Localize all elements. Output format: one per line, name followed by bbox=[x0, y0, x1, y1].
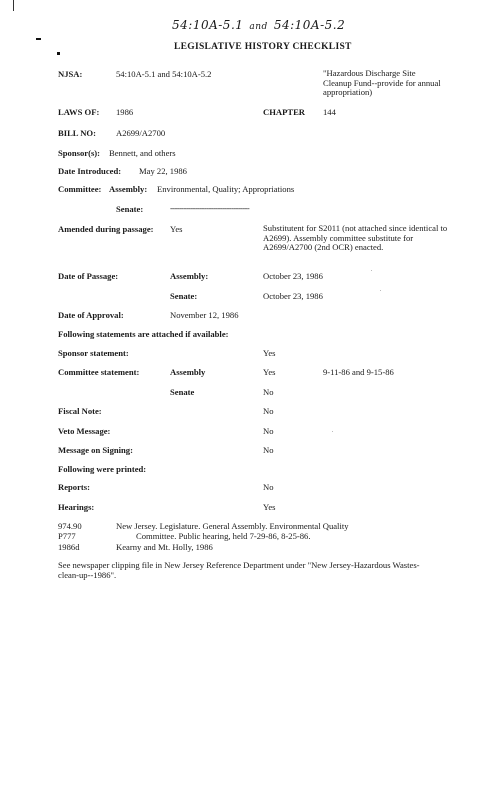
committee-label: Committee: bbox=[58, 184, 102, 194]
amended-label: Amended during passage: bbox=[58, 224, 154, 234]
reference-code: P777 bbox=[58, 531, 76, 541]
committee-statement-assembly-label: Assembly bbox=[170, 367, 206, 377]
njsa-value: 54:10A-5.1 and 54:10A-5.2 bbox=[116, 69, 212, 79]
sponsor-statement-value: Yes bbox=[263, 348, 276, 358]
handwritten-right: 54:10A-5.2 bbox=[273, 18, 346, 32]
laws-of-value: 1986 bbox=[116, 107, 134, 117]
njsa-label: NJSA: bbox=[58, 69, 83, 79]
chapter-value: 144 bbox=[323, 107, 336, 117]
njsa-description: "Hazardous Discharge Site Cleanup Fund--provide for annual appropriation) bbox=[323, 68, 441, 98]
scan-speck bbox=[332, 431, 333, 432]
reference-code: 974.90 bbox=[58, 521, 82, 531]
committee-statement-senate-label: Senate bbox=[170, 387, 195, 397]
reports-value: No bbox=[263, 482, 274, 492]
footnote: See newspaper clipping file in New Jersey Reference Department under "New Jersey-Hazardous Wastes-clean-up--1986". bbox=[58, 560, 420, 580]
committee-statement-assembly-dates: 9-11-86 and 9-15-86 bbox=[323, 367, 394, 377]
veto-message-value: No bbox=[263, 426, 274, 436]
passage-assembly-label: Assembly: bbox=[170, 271, 209, 281]
message-on-signing-value: No bbox=[263, 445, 274, 455]
margin-line bbox=[13, 0, 14, 11]
committee-statement-senate-value: No bbox=[263, 387, 274, 397]
fiscal-note-label: Fiscal Note: bbox=[58, 406, 102, 416]
page-title: LEGISLATIVE HISTORY CHECKLIST bbox=[174, 42, 352, 52]
reference-text: Kearny and Mt. Holly, 1986 bbox=[116, 542, 213, 552]
handwritten-annotation bbox=[172, 18, 345, 32]
chapter-label: CHAPTER bbox=[263, 107, 306, 117]
laws-of-label: LAWS OF: bbox=[58, 107, 100, 117]
sponsors-label: Sponsor(s): bbox=[58, 148, 101, 158]
reports-label: Reports: bbox=[58, 482, 90, 492]
veto-message-label: Veto Message: bbox=[58, 426, 111, 436]
approval-value: November 12, 1986 bbox=[170, 310, 239, 320]
amended-note: Substitutent for S2011 (not attached since identical to A2699). Assembly committee substitute for A2699/A2700 (2nd OCR) enacted. bbox=[263, 223, 448, 253]
reference-text: New Jersey. Legislature. General Assembly. Environmental Quality bbox=[116, 521, 349, 531]
scan-mark bbox=[57, 52, 60, 55]
reference-code: 1986d bbox=[58, 542, 80, 552]
committee-senate-value: ----------------------------------- bbox=[170, 203, 250, 213]
handwritten-left: 54:10A-5.1 bbox=[172, 18, 244, 32]
passage-senate-label: Senate: bbox=[170, 291, 198, 301]
committee-assembly-value: Environmental, Quality; Appropriations bbox=[157, 184, 295, 194]
hearings-value: Yes bbox=[263, 502, 276, 512]
passage-label: Date of Passage: bbox=[58, 271, 119, 281]
date-introduced-label: Date Introduced: bbox=[58, 166, 122, 176]
approval-label: Date of Approval: bbox=[58, 310, 124, 320]
committee-statement-label: Committee statement: bbox=[58, 367, 140, 377]
message-on-signing-label: Message on Signing: bbox=[58, 445, 133, 455]
reference-text: Committee. Public hearing, held 7-29-86, 8-25-86. bbox=[136, 531, 311, 541]
printed-heading: Following were printed: bbox=[58, 464, 147, 474]
committee-senate-label: Senate: bbox=[116, 204, 144, 214]
bill-no-label: BILL NO: bbox=[58, 128, 96, 138]
passage-senate-value: October 23, 1986 bbox=[263, 291, 323, 301]
scan-mark bbox=[36, 38, 41, 40]
scan-speck bbox=[380, 290, 381, 291]
scan-speck bbox=[371, 270, 372, 271]
attached-heading: Following statements are attached if available: bbox=[58, 329, 229, 339]
passage-assembly-value: October 23, 1986 bbox=[263, 271, 323, 281]
amended-value: Yes bbox=[170, 224, 183, 234]
date-introduced-value: May 22, 1986 bbox=[139, 166, 187, 176]
sponsors-value: Bennett, and others bbox=[109, 148, 176, 158]
bill-no-value: A2699/A2700 bbox=[116, 128, 166, 138]
sponsor-statement-label: Sponsor statement: bbox=[58, 348, 129, 358]
handwritten-and: and bbox=[249, 22, 268, 32]
hearings-label: Hearings: bbox=[58, 502, 95, 512]
committee-statement-assembly-value: Yes bbox=[263, 367, 276, 377]
fiscal-note-value: No bbox=[263, 406, 274, 416]
committee-assembly-label: Assembly: bbox=[109, 184, 148, 194]
